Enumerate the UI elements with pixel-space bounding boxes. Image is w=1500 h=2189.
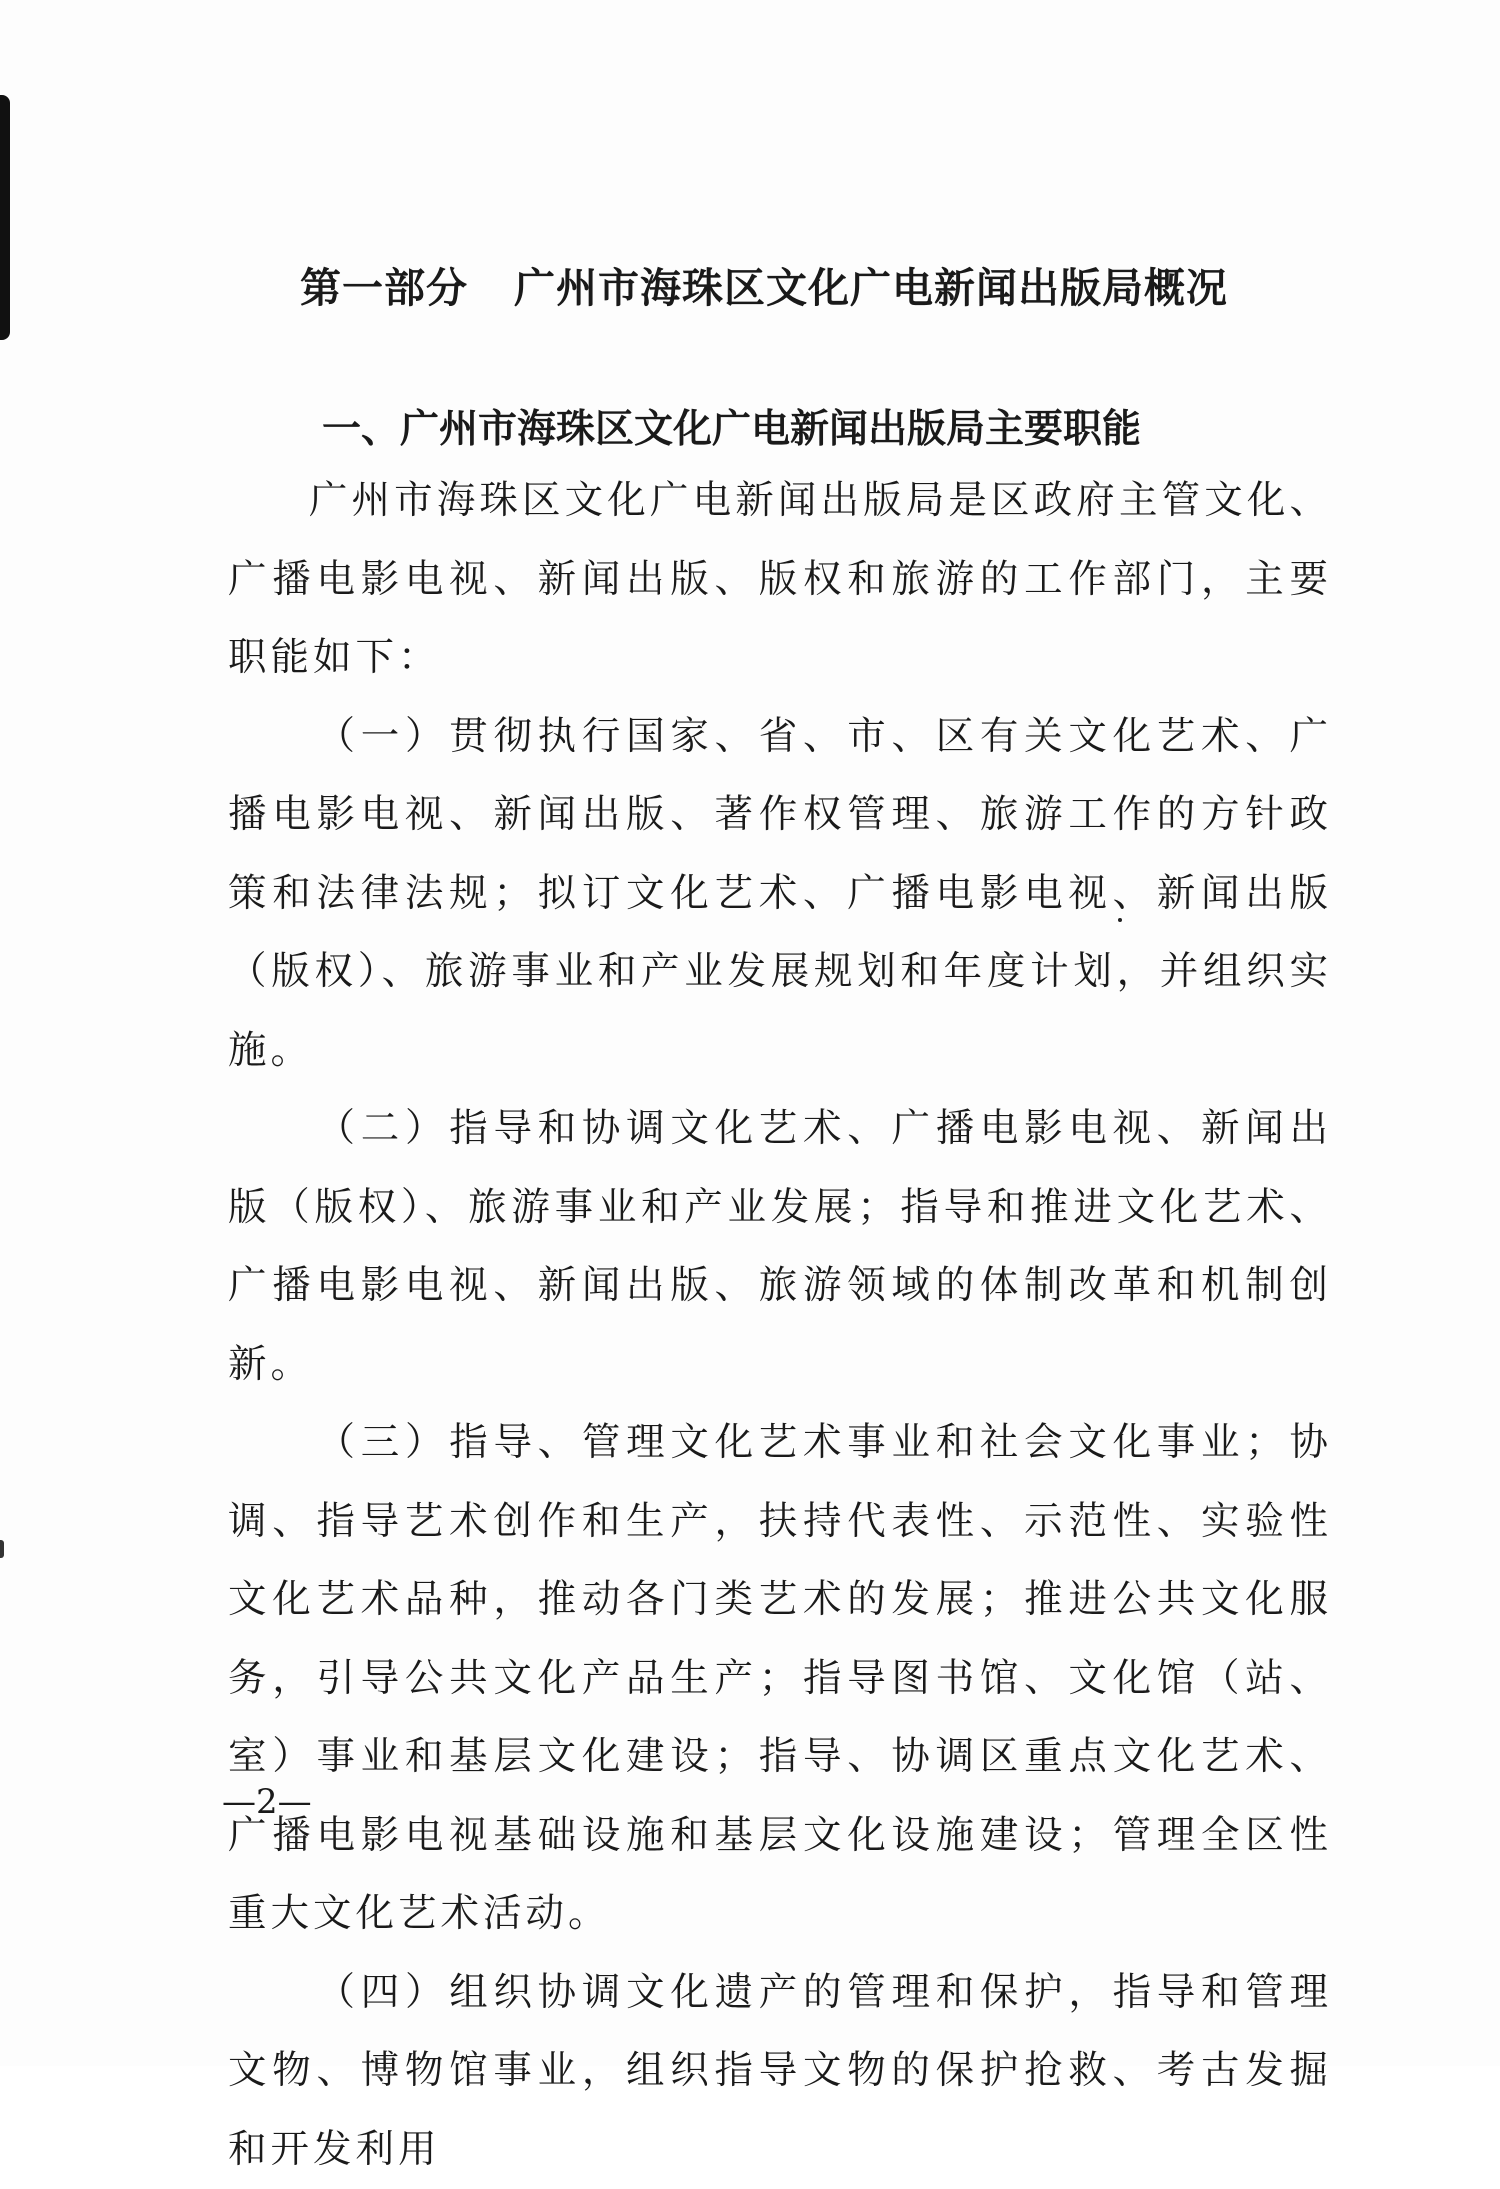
scan-edge-mark bbox=[0, 1540, 4, 1558]
paragraph-item-4: （四）组织协调文化遗产的管理和保护，指导和管理文物、博物馆事业，组织指导文物的保护抢救、考古发掘和开发利用 bbox=[228, 1954, 1332, 2189]
part-title bbox=[300, 255, 1260, 314]
scan-edge-mark bbox=[0, 95, 10, 340]
paragraph-item-2: （二）指导和协调文化艺术、广播电影电视、新闻出版（版权）、旅游事业和产业发展；指导和推进文化艺术、广播电影电视、新闻出版、旅游领域的体制改革和机制创新。 bbox=[228, 1090, 1332, 1404]
part-title-label: 第一部分 bbox=[300, 264, 468, 312]
part-title-text: 广州市海珠区文化广电新闻出版局概况 bbox=[514, 264, 1228, 312]
paragraph-item-1: （一）贯彻执行国家、省、市、区有关文化艺术、广播电影电视、新闻出版、著作权管理、旅游工作的方针政策和法律法规；拟订文化艺术、广播电影电视、新闻出版（版权）、旅游事业和产业发展规划和年度计划，并组织实施。 bbox=[228, 698, 1332, 1091]
paragraph-intro: 广州市海珠区文化广电新闻出版局是区政府主管文化、广播电影电视、新闻出版、版权和旅游的工作部门，主要职能如下： bbox=[228, 462, 1332, 698]
paragraph-item-3: （三）指导、管理文化艺术事业和社会文化事业；协调、指导艺术创作和生产，扶持代表性、示范性、实验性文化艺术品种，推动各门类艺术的发展；推进公共文化服务，引导公共文化产品生产；指导图书馆、文化馆（站、室）事业和基层文化建设；指导、协调区重点文化艺术、广播电影电视基础设施和基层文化设施建设；管理全区性重大文化艺术活动。 bbox=[228, 1404, 1332, 1954]
section-heading: 一、广州市海珠区文化广电新闻出版局主要职能 bbox=[322, 398, 1322, 454]
body-text bbox=[228, 462, 1332, 2189]
page-number: —2— bbox=[222, 1782, 312, 1822]
